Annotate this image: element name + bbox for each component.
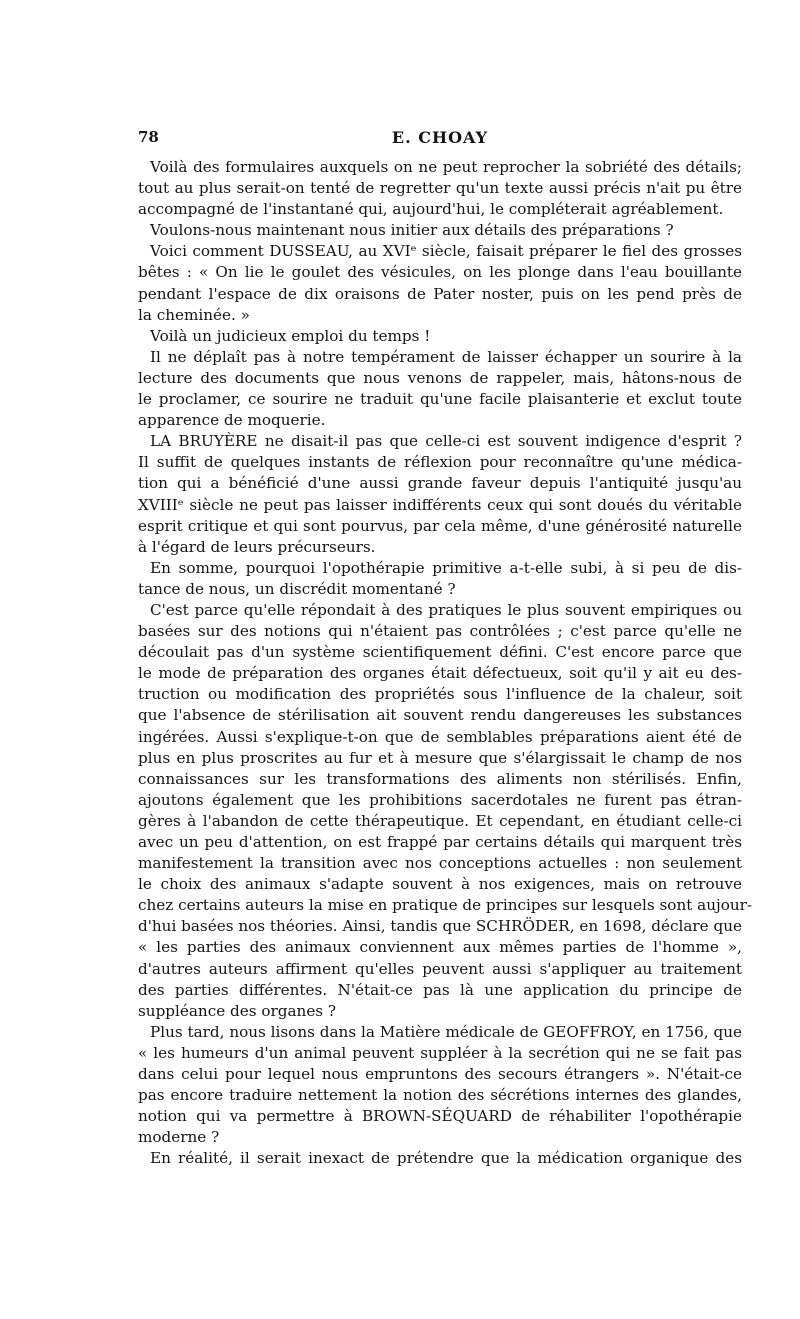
text-line: suppléance des organes ? — [138, 1001, 337, 1020]
text-line: basées sur des notions qui n'étaient pas contrôlées ; c'est parce qu'elle ne — [138, 622, 742, 641]
paragraph — [138, 558, 742, 600]
text-line: dans celui pour lequel nous empruntons des secours étrangers ». N'était-ce — [138, 1065, 742, 1084]
paragraph — [138, 326, 742, 347]
text-line: avec un peu d'attention, on est frappé par certains détails qui marquent très — [138, 833, 742, 851]
paragraph — [138, 600, 753, 1022]
text-line: gères à l'abandon de cette thérapeutique. Et cependant, en étudiant celle-ci — [138, 811, 742, 830]
text-line: pas encore traduire nettement la notion des sécrétions internes des glandes, — [138, 1086, 742, 1105]
text-line: la cheminée. » — [138, 305, 250, 324]
text-line: d'hui basées nos théories. Ainsi, tandis que SCHRÖDER, en 1698, déclare que — [138, 917, 742, 936]
text-line: Voilà un judicieux emploi du temps ! — [150, 326, 431, 345]
text-line: manifestement la transition avec nos conceptions actuelles : non seulement — [138, 854, 742, 873]
text-line: accompagné de l'instantané qui, aujourd'hui, le compléterait agréablement. — [138, 200, 724, 219]
text-line: tout au plus serait-on tenté de regretter qu'un texte aussi précis n'ait pu être — [138, 179, 742, 198]
text-line: En somme, pourquoi l'opothérapie primitive a-t-elle subi, à si peu de dis- — [150, 558, 742, 577]
text-line: « les parties des animaux conviennent aux mêmes parties de l'homme », — [138, 938, 742, 957]
running-head: E. CHOAY — [391, 128, 489, 147]
paragraph — [138, 431, 742, 558]
text-line: Plus tard, nous lisons dans la Matière médicale de GEOFFROY, en 1756, que — [150, 1022, 742, 1041]
text-line: que l'absence de stérilisation ait souvent rendu dangereuses les substances — [138, 706, 742, 725]
paragraph — [138, 220, 742, 241]
text-line: LA BRUYÈRE ne disait-il pas que celle-ci est souvent indigence d'esprit ? — [150, 432, 742, 451]
paragraph — [138, 347, 742, 431]
text-line: moderne ? — [138, 1128, 220, 1147]
text-line: ajoutons également que les prohibitions sacerdotales ne furent pas étran- — [138, 790, 742, 809]
text-line: découlait pas d'un système scientifiquement défini. C'est encore parce que — [138, 643, 742, 662]
paragraph — [138, 241, 742, 325]
text-line: En réalité, il serait inexact de prétendre que la médication organique des — [150, 1149, 742, 1168]
text-line: connaissances sur les transformations des aliments non stérilisés. Enfin, — [138, 769, 742, 788]
text-line: ingérées. Aussi s'explique-t-on que de semblables préparations aient été de — [138, 727, 742, 746]
text-line: chez certains auteurs la mise en pratique de principes sur lesquels sont aujour- — [138, 896, 753, 915]
text-line: d'autres auteurs affirment qu'elles peuvent aussi s'appliquer au traitement — [138, 959, 742, 978]
paragraph — [138, 157, 742, 220]
text-line: apparence de moquerie. — [138, 411, 326, 430]
text-line: Il ne déplaît pas à notre tempérament de laisser échapper un sourire à la — [150, 347, 742, 366]
text-line: XVIIIᵉ siècle ne peut pas laisser indifférents ceux qui sont doués du véritable — [138, 495, 742, 514]
text-line: esprit critique et qui sont pourvus, par cela même, d'une générosité naturelle — [138, 516, 742, 535]
text-line: Voici comment DUSSEAU, au XVIᵉ siècle, faisait préparer le fiel des grosses — [150, 242, 742, 261]
paragraph — [138, 1148, 742, 1169]
text-line: C'est parce qu'elle répondait à des pratiques le plus souvent empiriques ou — [150, 600, 742, 619]
text-line: Il suffit de quelques instants de réflexion pour reconnaître qu'une médica- — [138, 453, 742, 472]
text-line: à l'égard de leurs précurseurs. — [138, 537, 376, 556]
text-line: le mode de préparation des organes était défectueux, soit qu'il y ait eu des- — [138, 664, 742, 683]
text-line: truction ou modification des propriétés sous l'influence de la chaleur, soit — [138, 685, 742, 704]
text-line: plus en plus proscrites au fur et à mesure que s'élargissait le champ de nos — [138, 748, 742, 767]
text-line: pendant l'espace de dix oraisons de Pater noster, puis on les pend près de — [138, 284, 742, 303]
text-line: des parties différentes. N'était-ce pas là une application du principe de — [138, 980, 742, 999]
body-text — [138, 157, 753, 1170]
text-line: notion qui va permettre à BROWN-SÉQUARD de réhabiliter l'opothérapie — [138, 1107, 742, 1126]
text-line: le proclamer, ce sourire ne traduit qu'une facile plaisanterie et exclut toute — [138, 390, 742, 409]
text-line: Voilà des formulaires auxquels on ne peut reprocher la sobriété des détails; — [150, 158, 742, 176]
text-line: bêtes : « On lie le goulet des vésicules, on les plonge dans l'eau bouillante — [138, 263, 742, 282]
text-line: Voulons-nous maintenant nous initier aux détails des préparations ? — [150, 221, 674, 240]
page-header — [138, 128, 742, 152]
text-line: lecture des documents que nous venons de rappeler, mais, hâtons-nous de — [138, 368, 742, 387]
text-line: tion qui a bénéficié d'une aussi grande faveur depuis l'antiquité jusqu'au — [138, 474, 742, 493]
text-line: le choix des animaux s'adapte souvent à nos exigences, mais on retrouve — [138, 875, 742, 894]
text-line: « les humeurs d'un animal peuvent suppléer à la secrétion qui ne se fait pas — [138, 1043, 742, 1062]
text-line: tance de nous, un discrédit momentané ? — [138, 579, 456, 598]
page-number: 78 — [138, 128, 159, 146]
paragraph — [138, 1022, 742, 1149]
